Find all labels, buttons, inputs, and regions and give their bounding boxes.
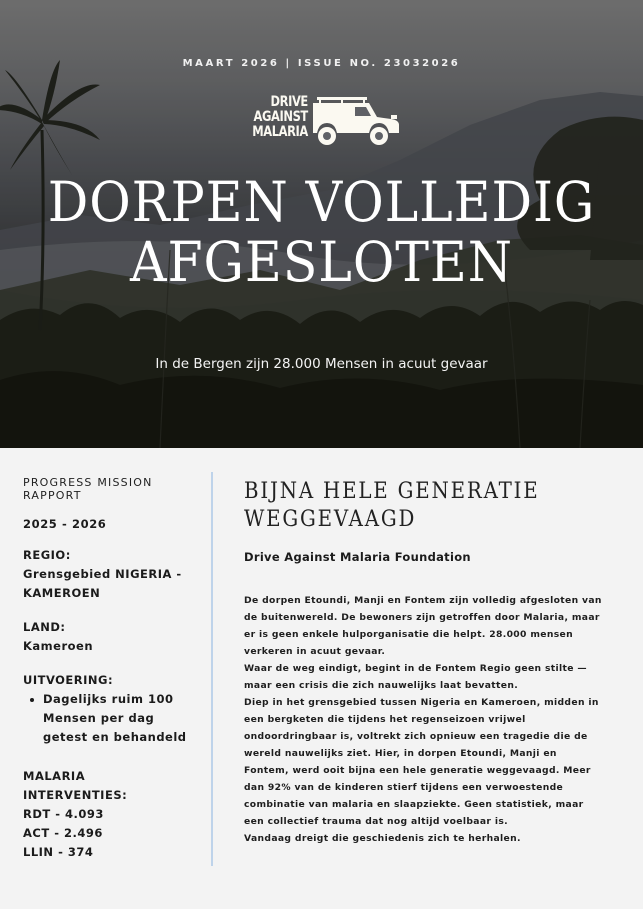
regio-label: REGIO: [23,548,71,562]
interventies-section [23,767,203,862]
article-title [244,478,568,534]
issue-line: MAART 2026 | ISSUE NO. 23032026 [182,58,461,69]
report-years: 2025 - 2026 [23,517,107,531]
uitvoering-label: UITVOERING: [23,673,114,687]
uitvoering-section [23,671,203,747]
column-divider [211,472,213,866]
hero-banner [0,0,643,448]
logo-line-against: AGAINST [253,109,308,125]
hero-title-line-2: AFGESLOTEN [130,230,513,294]
report-kicker: PROGRESS MISSION RAPPORT [23,476,153,502]
regio-section [23,546,203,603]
article-paragraph: De dorpen Etoundi, Manji en Fontem zijn volledig afgesloten van de buitenwereld. De bewoners zijn getroffen door Malaria, maar er is geen enkele hulporganisatie die helpt. 28.000 mensen verkeren in acuut gevaar. [244,595,602,657]
interventie-act: ACT - 2.496 [23,826,103,840]
land-label: LAND: [23,620,66,634]
interventies-label-line-2: INTERVENTIES: [23,788,128,802]
drive-against-malaria-logo [236,95,404,147]
main-article [244,478,604,847]
interventie-llin: LLIN - 374 [23,845,94,859]
land-value: Kameroen [23,639,94,653]
interventies-label-line-1: MALARIA [23,769,86,783]
article-title-line-1: BIJNA HELE GENERATIE [244,479,540,504]
land-section [23,618,203,656]
uitvoering-item: Dagelijks ruim 100 Mensen per dag getest en behandeld [23,690,203,747]
article-paragraph: Diep in het grensgebied tussen Nigeria en Kameroen, midden in een bergketen die tijdens het regenseizoen vrijwel ondoordringbaar is, voltrekt zich opnieuw een tragedie die de wereld nauwelijks ziet. Hier, in dorpen Etoundi, Manji en Fontem, werd ooit bijna een hele generatie weggevaagd. Meer dan 92% van de kinderen stierf tijdens een verwoestende combinatie van malaria en slaapziekte. Geen statistiek, maar een collectief trauma dat nog altijd voelbaar is. [244,697,599,827]
hero-title-line-1: DORPEN VOLLEDIG [47,170,596,234]
article-body [244,592,604,847]
article-paragraph: Vandaag dreigt die geschiedenis zich te herhalen. [244,833,521,844]
article-title-line-2: WEGGEVAAGD [244,507,417,532]
logo-wordmark [252,95,308,140]
hero-subtitle: In de Bergen zijn 28.000 Mensen in acuut gevaar [155,356,488,372]
truck-icon [311,97,403,147]
article-paragraph: Waar de weg eindigt, begint in de Fontem Regio geen stilte — maar een crisis die zich nauwelijks laat bevatten. [244,663,587,691]
regio-value: Grensgebied NIGERIA - KAMEROEN [23,567,182,600]
organization-name: Drive Against Malaria Foundation [244,550,471,564]
logo-line-drive: DRIVE [270,94,308,110]
uitvoering-list [23,690,203,747]
report-summary-sidebar [23,477,203,862]
interventie-rdt: RDT - 4.093 [23,807,104,821]
logo-line-malaria: MALARIA [252,124,308,140]
hero-title [26,172,618,292]
